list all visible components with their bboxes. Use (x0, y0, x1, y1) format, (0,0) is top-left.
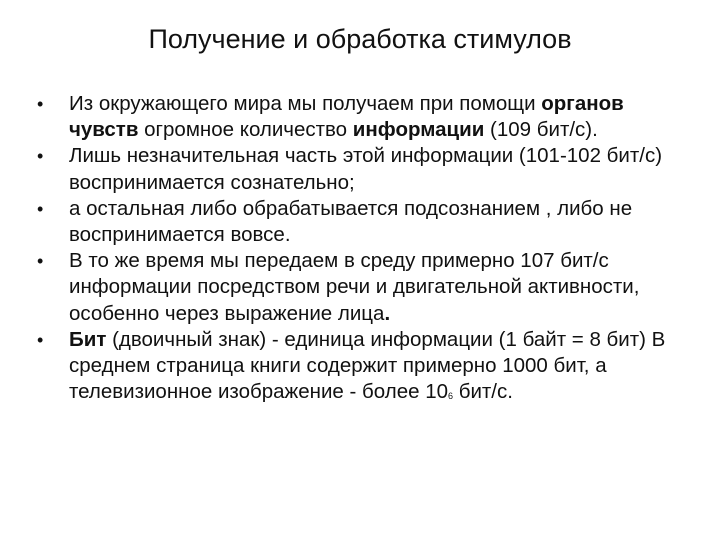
bullet-dot-icon: • (37, 146, 44, 167)
bullet-item-1 (36, 91, 696, 143)
bullet-bold-text: органов чувств (69, 92, 624, 142)
bullet-text: (двоичный знак) - единица информации (1 байт = 8 бит) В среднем страница книги содержит примерно 1000 бит, а телевизионное изображение - более 10 (69, 327, 666, 404)
bullet-bold-text: . (384, 301, 391, 325)
bullet-item-2 (36, 143, 696, 195)
bullet-text: (109 бит/с). (484, 118, 598, 142)
bullet-bold-text: Бит (69, 327, 107, 351)
superscript-exponent: 6 (448, 391, 454, 402)
bullet-item-5 (36, 327, 696, 406)
bullet-item-3 (36, 196, 696, 248)
bullet-list (36, 91, 696, 405)
bullet-bold-text: информации (352, 118, 485, 142)
bullet-text: огромное количество (138, 118, 353, 142)
bullet-item-4 (36, 248, 696, 327)
bullet-dot-icon: • (37, 251, 44, 272)
bullet-text: В то же время мы передаем в среду примерно 107 бит/с информации посредством речи и двигательной активности, особенно через выражение лица (69, 249, 640, 325)
bullet-text: а остальная либо обрабатывается подсознанием , либо не воспринимается вовсе. (69, 196, 633, 247)
bullet-dot-icon: • (37, 329, 44, 350)
slide-title: Получение и обработка стимулов (148, 24, 572, 54)
bullet-text: бит/с. (453, 380, 513, 404)
bullet-text: Лишь незначительная часть этой информации (101-102 бит/с) воспринимается сознательно; (69, 144, 663, 194)
bullet-dot-icon: • (37, 198, 44, 219)
bullet-dot-icon: • (37, 94, 44, 114)
bullet-text: Из окружающего мира мы получаем при помощи (69, 92, 542, 115)
